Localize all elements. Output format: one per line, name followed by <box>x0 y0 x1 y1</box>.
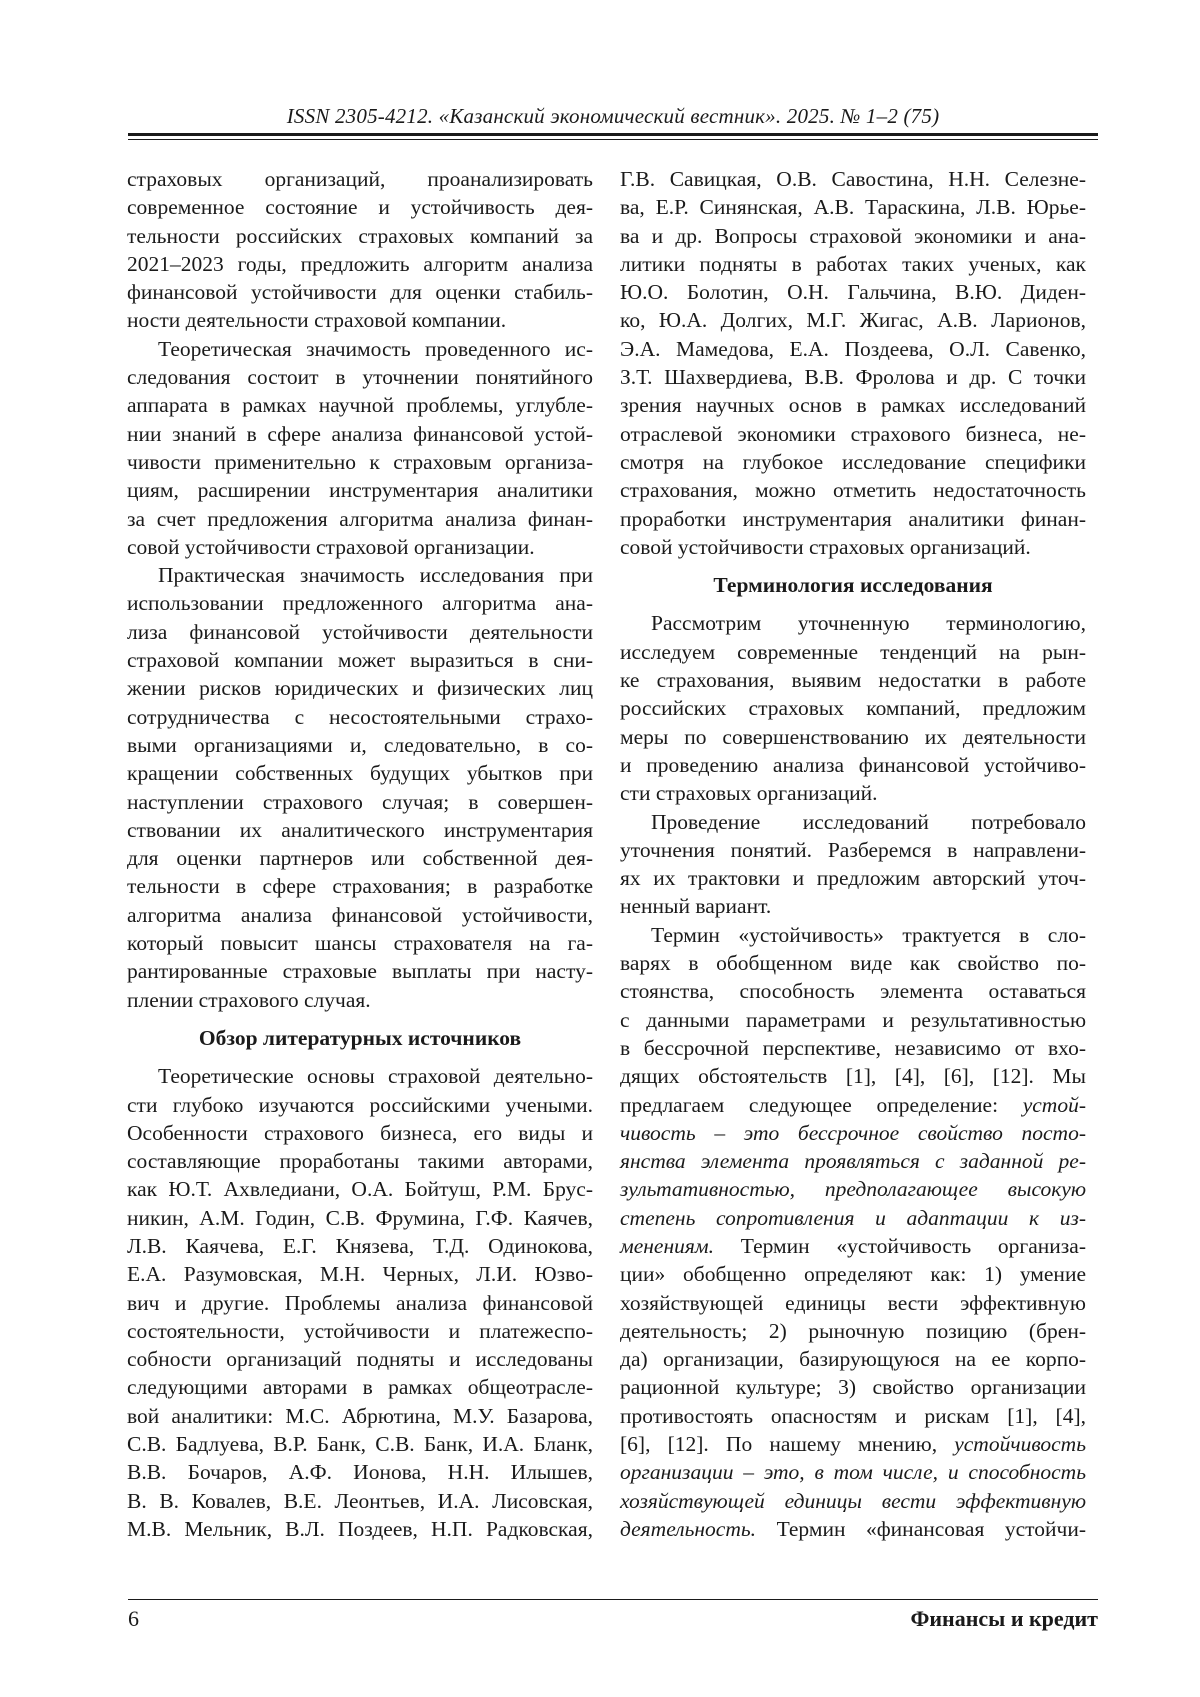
text-line: состоятельности, устойчивости и платежеспо- <box>127 1318 593 1343</box>
text-line: В.В. Бочаров, А.Ф. Ионова, Н.Н. Илышев, <box>127 1460 593 1485</box>
definition-emphasis: хозяйствующей единицы вести эффективную <box>620 1488 1086 1513</box>
text-line: литики подняты в работах таких ученых, как <box>620 251 1086 276</box>
text-line: Особенности страхового бизнеса, его виды и <box>127 1120 593 1145</box>
text-line: циям, расширении инструментария аналитики <box>127 478 593 503</box>
text-line: в бессрочной перспективе, независимо от вхо- <box>620 1035 1086 1060</box>
text-line: Теоретические основы страховой деятельно- <box>158 1064 593 1089</box>
text-line <box>620 1232 1086 1260</box>
definition-emphasis: деятельность. <box>620 1516 757 1541</box>
text-line: ва, Е.Р. Синянская, А.В. Тараскина, Л.В. Юрье- <box>620 195 1086 220</box>
text-run: [6], [12]. По нашему мнению, <box>620 1432 938 1457</box>
text-line: Теоретическая значимость проведенного ис- <box>158 336 593 361</box>
text-line: 2021–2023 годы, предложить алгоритм анализа <box>127 251 593 276</box>
text-line: ствовании их аналитического инструментария <box>127 817 593 842</box>
text-line: В. В. Ковалев, В.Е. Леонтьев, И.А. Лисовская, <box>127 1488 593 1513</box>
text-line: вич и другие. Проблемы анализа финансовой <box>127 1290 593 1315</box>
text-line: ности деятельности страховой компании. <box>127 308 507 333</box>
text-line: Е.А. Разумовская, М.Н. Черных, Л.И. Юзво- <box>127 1262 593 1287</box>
text-line: наступлении страхового случая; в совершен- <box>127 789 593 814</box>
header-rule-thick <box>128 133 1098 136</box>
text-line: для оценки партнеров или собственной дея- <box>127 846 593 871</box>
text-line: страховой компании может выразиться в сни- <box>127 648 593 673</box>
text-line: Э.А. Мамедова, Е.А. Поздеева, О.Л. Савенко, <box>620 336 1086 361</box>
text-line: современное состояние и устойчивость дея- <box>127 195 593 220</box>
text-line: ненный вариант. <box>620 894 772 919</box>
text-line <box>620 1091 1086 1119</box>
text-line: аппарата в рамках научной проблемы, углубле- <box>127 393 593 418</box>
definition-emphasis: зультативностью, предполагающее высокую <box>620 1177 1086 1202</box>
text-line: ко, Ю.А. Долгих, М.Г. Жигас, А.В. Ларионов, <box>620 308 1086 333</box>
text-line: тельности российских страховых компаний за <box>127 223 593 248</box>
text-line: вой аналитики: М.С. Абрютина, М.У. Базарова, <box>127 1403 593 1428</box>
header-rule-thin <box>128 139 1098 140</box>
text-line: финансовой устойчивости для оценки стабиль- <box>127 280 593 305</box>
text-line: стоянства, способность элемента оставаться <box>620 979 1086 1004</box>
text-line: и проведению анализа финансовой устойчиво- <box>620 752 1086 777</box>
text-line: З.Т. Шахвердиева, В.В. Фролова и др. С точки <box>620 365 1086 390</box>
text-line: никин, А.М. Годин, С.В. Фрумина, Г.Ф. Каячев, <box>127 1205 593 1230</box>
text-line <box>620 1515 1086 1543</box>
journal-section-name: Финансы и кредит <box>910 1606 1098 1631</box>
text-line: Л.В. Каячева, Е.Г. Князева, Т.Д. Одинокова, <box>127 1233 593 1258</box>
section-heading-literature: Обзор литературных источников <box>198 1025 522 1050</box>
section-heading-terminology: Терминология исследования <box>713 573 993 598</box>
text-line: ях их трактовки и предложим авторский уточ- <box>620 866 1086 891</box>
text-line: кращении собственных будущих убытков при <box>127 761 593 786</box>
text-line: ва и др. Вопросы страховой экономики и ана- <box>620 223 1086 248</box>
text-run: Термин «финансовая устойчи- <box>776 1516 1087 1541</box>
text-line: хозяйствующей единицы вести эффективную <box>620 1290 1086 1315</box>
text-line: Практическая значимость исследования при <box>158 563 593 588</box>
text-line: Проведение исследований потребовало <box>651 809 1086 834</box>
text-line: ции» обобщенно определяют как: 1) умение <box>620 1262 1086 1287</box>
paragraph-theoretical-significance <box>127 335 593 561</box>
text-line <box>620 1430 1086 1458</box>
text-line: ке страхования, выявим недостатки в работе <box>620 668 1086 693</box>
text-line: дящих обстоятельств [1], [4], [6], [12]. Мы <box>620 1064 1086 1089</box>
definition-emphasis: менениям. <box>620 1233 714 1258</box>
text-line: выми организациями и, следовательно, в со- <box>127 732 593 757</box>
text-line: рационной культуре; 3) свойство организации <box>620 1375 1086 1400</box>
text-run: Термин «устойчивость организа- <box>740 1233 1087 1258</box>
text-line: как Ю.Т. Ахвледиани, О.А. Бойтуш, Р.М. Брус- <box>127 1177 593 1202</box>
text-line: нии знаний в сфере анализа финансовой устой- <box>127 421 593 446</box>
paragraph-aims <box>127 165 593 335</box>
text-line: рантированные страховые выплаты при насту- <box>127 959 593 984</box>
text-line: сотрудничества с несостоятельными страхо- <box>127 704 593 729</box>
text-line: с данными параметрами и результативностью <box>620 1007 1086 1032</box>
paragraph-stability-definition <box>620 921 1086 1544</box>
text-line: да) организации, базирующуюся на ее корпо- <box>620 1347 1086 1372</box>
text-line: плении страхового случая. <box>127 987 371 1012</box>
text-line: совой устойчивости страховой организации. <box>127 534 535 559</box>
text-line: уточнения понятий. Разберемся в направлени- <box>620 837 1086 862</box>
text-line: сти глубоко изучаются российскими учеными. <box>127 1092 593 1117</box>
text-line: противостоять опасностям и рискам [1], [4], <box>620 1403 1086 1428</box>
text-line: Рассмотрим уточненную терминологию, <box>651 611 1086 636</box>
text-line: следования состоит в уточнении понятийного <box>127 365 593 390</box>
text-line: варях в обобщенном виде как свойство по- <box>620 951 1086 976</box>
text-line: алгоритма анализа финансовой устойчивости, <box>127 902 593 927</box>
definition-emphasis: устой- <box>1022 1092 1086 1117</box>
text-line: использовании предложенного алгоритма ана- <box>127 591 593 616</box>
paragraph-practical-significance <box>127 561 593 1014</box>
paragraph-terminology-intro <box>620 609 1086 807</box>
definition-emphasis: организации – это, в том числе, и способность <box>620 1460 1086 1485</box>
text-line: составляющие проработаны такими авторами, <box>127 1149 593 1174</box>
text-line: страховых организаций, проанализировать <box>127 167 593 191</box>
text-line: смотря на глубокое исследование специфики <box>620 449 1086 474</box>
left-column <box>127 165 593 1543</box>
text-line: следующими авторами в рамках общеотрасле- <box>127 1375 593 1400</box>
paragraph-literature-continued <box>620 165 1086 561</box>
text-line: страхования, можно отметить недостаточность <box>620 478 1086 503</box>
text-line: проработки инструментария аналитики финан- <box>620 506 1086 531</box>
right-column <box>620 165 1086 1543</box>
paragraph-literature-review <box>127 1062 593 1543</box>
definition-emphasis: степень сопротивления и адаптации к из- <box>620 1205 1086 1230</box>
text-line: С.В. Бадлуева, В.Р. Банк, С.В. Банк, И.А. Бланк, <box>127 1432 593 1457</box>
text-line: исследуем современные тенденций на рын- <box>620 639 1086 664</box>
text-line: деятельность; 2) рыночную позицию (брен- <box>620 1318 1086 1343</box>
text-line: совой устойчивости страховых организаций. <box>620 534 1031 559</box>
text-line: М.В. Мельник, В.Л. Поздеев, Н.П. Радковская, <box>127 1516 593 1541</box>
definition-emphasis: янства элемента проявляться с заданной ре- <box>620 1149 1086 1174</box>
text-line: лиза финансовой устойчивости деятельности <box>127 619 593 644</box>
text-line: тельности в сфере страхования; в разработке <box>127 874 593 899</box>
text-line: Термин «устойчивость» трактуется в сло- <box>651 922 1086 947</box>
definition-emphasis: устойчивость <box>954 1432 1086 1457</box>
text-line: сти страховых организаций. <box>620 781 878 806</box>
text-line: зрения научных основ в рамках исследований <box>620 393 1086 418</box>
text-line: который повысит шансы страхователя на га- <box>127 931 593 956</box>
footer-rule <box>128 1599 1098 1600</box>
text-line: меры по совершенствованию их деятельности <box>620 724 1086 749</box>
paragraph-research-clarification <box>620 808 1086 921</box>
definition-emphasis: чивость – это бессрочное свойство посто- <box>620 1120 1086 1145</box>
text-line: российских страховых компаний, предложим <box>620 696 1086 721</box>
text-line: за счет предложения алгоритма анализа финан- <box>127 506 593 531</box>
text-line: собности организаций подняты и исследованы <box>127 1347 593 1372</box>
text-line: отраслевой экономики страхового бизнеса, не- <box>620 421 1086 446</box>
page-number: 6 <box>128 1606 139 1631</box>
text-line: Ю.О. Болотин, О.Н. Гальчина, В.Ю. Диден- <box>620 280 1086 305</box>
journal-header: ISSN 2305-4212. «Казанский экономический вестник». 2025. № 1–2 (75) <box>286 104 940 128</box>
text-run: предлагаем следующее определение: <box>620 1092 999 1117</box>
text-line: чивости применительно к страховым организа- <box>127 449 593 474</box>
text-line: Г.В. Савицкая, О.В. Савостина, Н.Н. Селезне- <box>620 167 1086 191</box>
text-line: жении рисков юридических и физических лиц <box>127 676 593 701</box>
